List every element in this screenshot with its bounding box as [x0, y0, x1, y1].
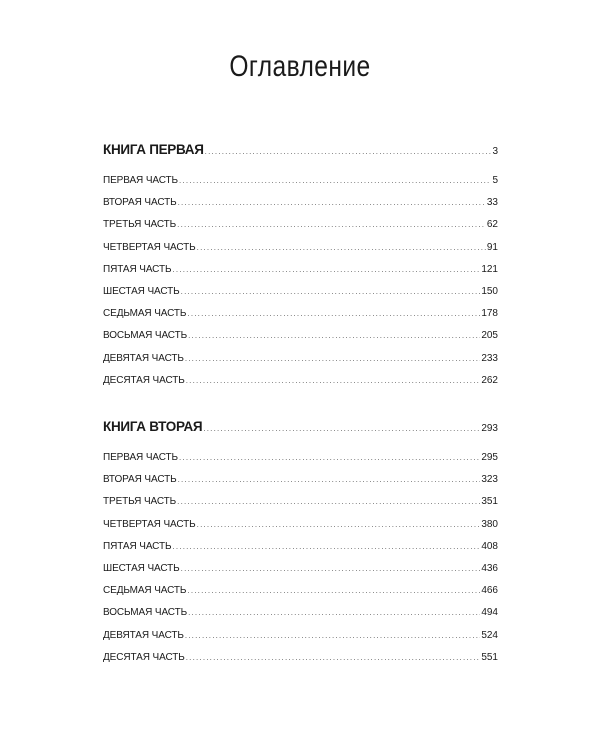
toc-entry[interactable] — [103, 652, 498, 674]
toc-entry-label: ДЕСЯТАЯ ЧАСТЬ — [103, 651, 185, 663]
page-title: Оглавление — [229, 50, 371, 83]
toc-entry[interactable] — [103, 286, 498, 308]
toc-entry-label: ПЯТАЯ ЧАСТЬ — [103, 263, 172, 275]
toc-entry[interactable] — [103, 353, 498, 375]
dot-leader — [186, 652, 481, 664]
toc-entry[interactable] — [103, 607, 498, 629]
dot-leader — [185, 630, 480, 642]
toc-entry-label: ВТОРАЯ ЧАСТЬ — [103, 197, 177, 209]
dot-leader — [181, 286, 481, 298]
dot-leader — [188, 330, 480, 342]
toc-entry-label: ДЕСЯТАЯ ЧАСТЬ — [103, 374, 185, 386]
toc-entry-page: 5 — [492, 175, 498, 186]
toc-entry-label: ЧЕТВЕРТАЯ ЧАСТЬ — [103, 241, 196, 253]
dot-leader — [186, 375, 481, 387]
dot-leader — [181, 563, 481, 575]
dot-leader — [187, 585, 480, 597]
toc-entry[interactable] — [103, 585, 498, 607]
dot-leader — [203, 420, 480, 438]
toc-entry[interactable] — [103, 496, 498, 518]
toc-book-heading[interactable] — [103, 418, 498, 452]
toc-entry[interactable] — [103, 452, 498, 474]
toc-entry[interactable] — [103, 474, 498, 496]
toc-entry-page: 323 — [481, 474, 498, 486]
toc-entry[interactable] — [103, 264, 498, 286]
dot-leader — [188, 607, 480, 619]
dot-leader — [178, 474, 481, 486]
toc-entry-label: ПЯТАЯ ЧАСТЬ — [103, 540, 172, 552]
toc-entry-page: 466 — [481, 585, 498, 597]
toc-entry-page: 205 — [481, 330, 498, 342]
dot-leader — [197, 242, 486, 254]
toc-book-heading[interactable] — [103, 141, 498, 175]
toc-entry-page: 408 — [481, 540, 498, 552]
toc-entry-page: 33 — [486, 197, 498, 209]
dot-leader — [205, 143, 492, 161]
dot-leader — [179, 452, 480, 464]
toc-entry-label: КНИГА ВТОРАЯ — [103, 419, 203, 434]
toc-entry-page: 295 — [481, 452, 498, 463]
toc-book-1 — [103, 141, 498, 397]
toc-entry-page: 551 — [481, 651, 498, 663]
toc-entry-label: ВТОРАЯ ЧАСТЬ — [103, 474, 177, 486]
toc-entry-label: ПЕРВАЯ ЧАСТЬ — [103, 175, 179, 186]
toc-entry-page: 262 — [481, 374, 498, 386]
toc-entry-page: 150 — [481, 285, 498, 297]
toc-entry[interactable] — [103, 242, 498, 264]
toc-entry-label: ТРЕТЬЯ ЧАСТЬ — [103, 219, 177, 231]
toc-entry-label: ШЕСТАЯ ЧАСТЬ — [103, 562, 180, 574]
toc-entry-page: 91 — [486, 241, 498, 253]
toc-entry-label: ТРЕТЬЯ ЧАСТЬ — [103, 496, 177, 508]
toc-entry[interactable] — [103, 308, 498, 330]
toc-entry[interactable] — [103, 175, 498, 197]
toc-entry-page: 524 — [481, 629, 498, 641]
toc-entry-page: 62 — [486, 219, 498, 231]
toc-book-2 — [103, 418, 498, 674]
toc-entry-page: 3 — [492, 146, 498, 157]
toc-entry[interactable] — [103, 541, 498, 563]
dot-leader — [197, 519, 481, 531]
toc-entry-label: ВОСЬМАЯ ЧАСТЬ — [103, 330, 188, 342]
toc-entry[interactable] — [103, 519, 498, 541]
toc-entry-page: 494 — [481, 607, 498, 619]
toc-entry[interactable] — [103, 197, 498, 219]
dot-leader — [172, 264, 480, 276]
dot-leader — [177, 219, 486, 231]
toc-entry[interactable] — [103, 375, 498, 397]
dot-leader — [177, 496, 480, 508]
toc-entry-page: 380 — [481, 518, 498, 530]
toc-entry-label: ДЕВЯТАЯ ЧАСТЬ — [103, 629, 184, 641]
toc-entry[interactable] — [103, 563, 498, 585]
toc-entry-label: СЕДЬМАЯ ЧАСТЬ — [103, 585, 187, 597]
dot-leader — [178, 197, 486, 209]
toc-entry[interactable] — [103, 330, 498, 352]
toc-entry-page: 436 — [481, 562, 498, 574]
toc-entry-label: ЧЕТВЕРТАЯ ЧАСТЬ — [103, 518, 196, 530]
toc-entry-page: 351 — [481, 496, 498, 508]
toc-entry-page: 178 — [481, 308, 498, 320]
dot-leader — [172, 541, 480, 553]
dot-leader — [185, 353, 480, 365]
toc-entry[interactable] — [103, 219, 498, 241]
toc-entry-label: ШЕСТАЯ ЧАСТЬ — [103, 285, 180, 297]
toc-entry-label: ВОСЬМАЯ ЧАСТЬ — [103, 607, 188, 619]
toc-entry-page: 293 — [481, 423, 498, 434]
toc-entry-label: ПЕРВАЯ ЧАСТЬ — [103, 452, 179, 463]
toc-entry-page: 121 — [481, 263, 498, 275]
dot-leader — [179, 175, 491, 187]
toc-entry-label: КНИГА ПЕРВАЯ — [103, 142, 204, 157]
dot-leader — [187, 308, 480, 320]
toc-entry-label: ДЕВЯТАЯ ЧАСТЬ — [103, 352, 184, 364]
toc-entry-page: 233 — [481, 352, 498, 364]
toc-entry[interactable] — [103, 630, 498, 652]
toc-entry-label: СЕДЬМАЯ ЧАСТЬ — [103, 308, 187, 320]
